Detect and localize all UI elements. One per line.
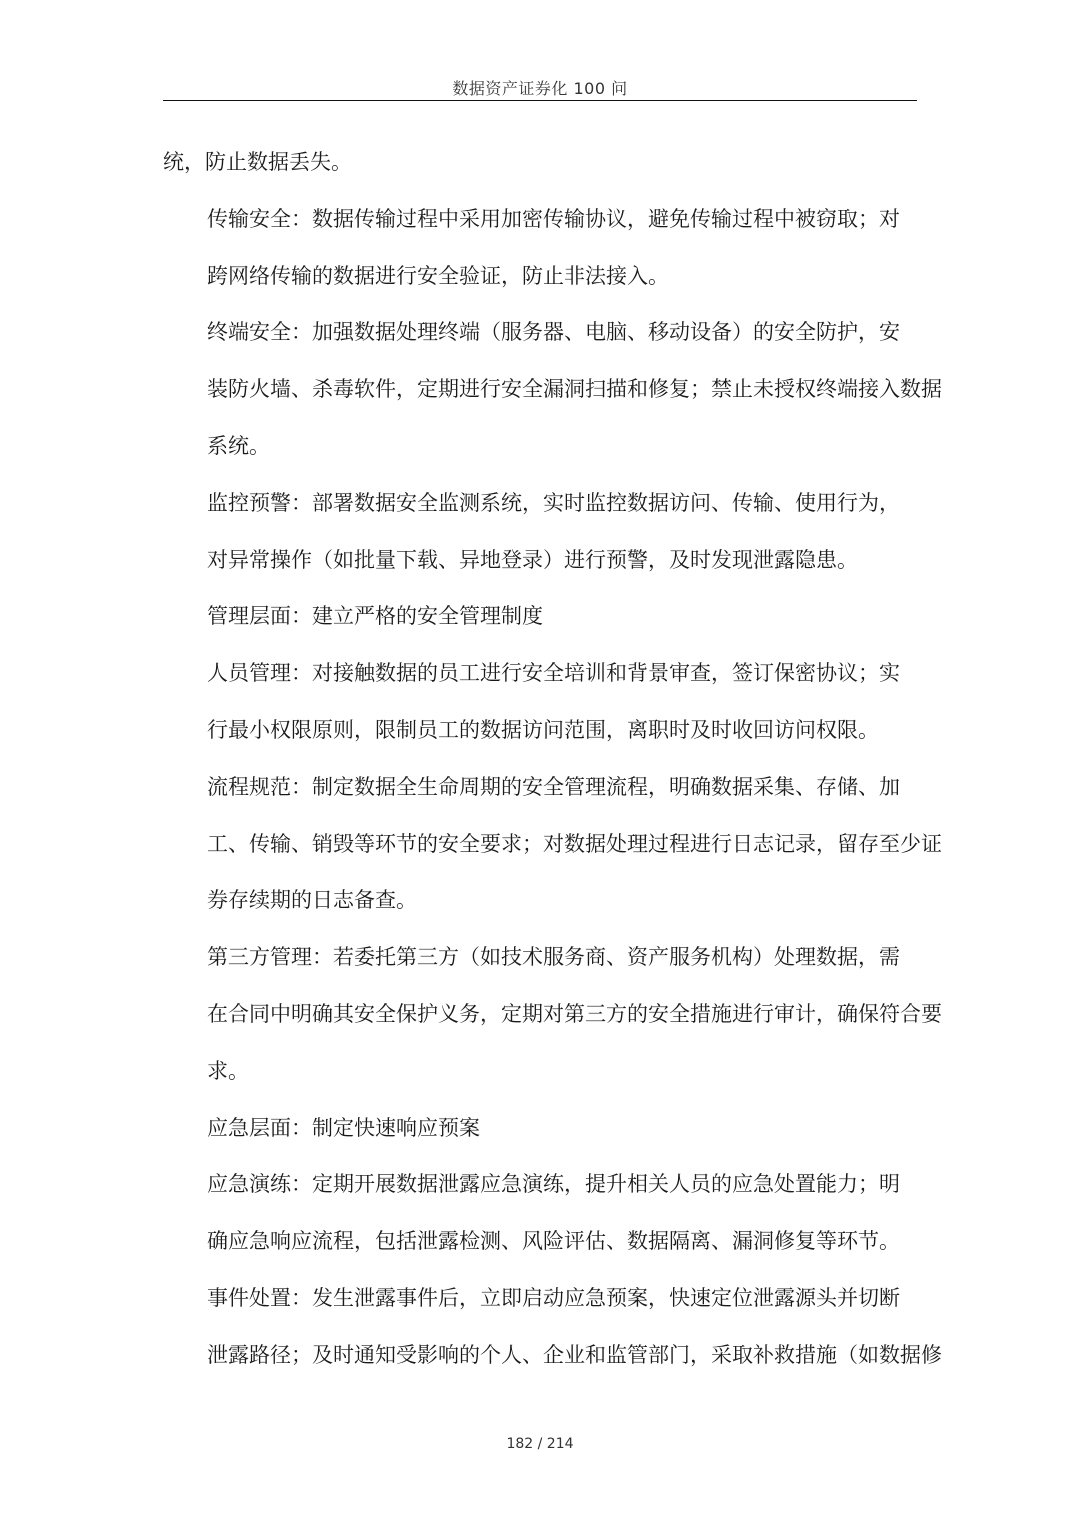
paragraph xyxy=(163,1100,917,1157)
body-text xyxy=(163,134,942,1384)
text-line: 传输安全：数据传输过程中采用加密传输协议，避免传输过程中被窃取；对 xyxy=(207,206,900,231)
text-line: 泄露路径；及时通知受影响的个人、企业和监管部门，采取补救措施（如数据修 xyxy=(207,1342,942,1367)
text-line: 确应急响应流程，包括泄露检测、风险评估、数据隔离、漏洞修复等环节。 xyxy=(207,1229,900,1254)
text-line: 流程规范：制定数据全生命周期的安全管理流程，明确数据采集、存储、加 xyxy=(207,774,900,799)
paragraph xyxy=(163,929,942,1099)
paragraph xyxy=(163,134,917,191)
text-line: 系统。 xyxy=(207,433,270,458)
paragraph xyxy=(163,191,917,305)
page-number: 182 / 214 xyxy=(506,1436,574,1452)
paragraph xyxy=(163,475,917,589)
paragraph xyxy=(163,1270,942,1384)
paragraph xyxy=(163,759,942,929)
text-line: 跨网络传输的数据进行安全验证，防止非法接入。 xyxy=(207,263,669,288)
header-divider xyxy=(163,100,917,101)
paragraph xyxy=(163,304,942,474)
text-line: 人员管理：对接触数据的员工进行安全培训和背景审查，签订保密协议；实 xyxy=(207,661,900,686)
text-line: 工、传输、销毁等环节的安全要求；对数据处理过程进行日志记录，留存至少证 xyxy=(207,831,942,856)
text-line: 第三方管理：若委托第三方（如技术服务商、资产服务机构）处理数据，需 xyxy=(207,945,900,970)
text-line: 求。 xyxy=(207,1058,249,1083)
text-line: 券存续期的日志备查。 xyxy=(207,888,417,913)
paragraph xyxy=(163,1156,917,1270)
text-line: 应急演练：定期开展数据泄露应急演练，提升相关人员的应急处置能力；明 xyxy=(207,1172,900,1197)
running-header: 数据资产证券化 100 问 xyxy=(452,79,628,98)
text-line: 管理层面：建立严格的安全管理制度 xyxy=(207,604,543,629)
paragraph xyxy=(163,588,917,645)
text-line: 装防火墙、杀毒软件，定期进行安全漏洞扫描和修复；禁止未授权终端接入数据 xyxy=(207,377,942,402)
text-line: 对异常操作（如批量下载、异地登录）进行预警，及时发现泄露隐患。 xyxy=(207,547,858,572)
text-line: 事件处置：发生泄露事件后，立即启动应急预案，快速定位泄露源头并切断 xyxy=(207,1285,900,1310)
text-line: 终端安全：加强数据处理终端（服务器、电脑、移动设备）的安全防护，安 xyxy=(207,320,900,345)
text-line: 监控预警：部署数据安全监测系统，实时监控数据访问、传输、使用行为， xyxy=(207,490,900,515)
text-line: 行最小权限原则，限制员工的数据访问范围，离职时及时收回访问权限。 xyxy=(207,717,879,742)
text-line: 应急层面：制定快速响应预案 xyxy=(207,1115,480,1140)
text-line: 在合同中明确其安全保护义务，定期对第三方的安全措施进行审计，确保符合要 xyxy=(207,1001,942,1026)
paragraph xyxy=(163,645,917,759)
text-line: 统，防止数据丢失。 xyxy=(163,150,352,174)
